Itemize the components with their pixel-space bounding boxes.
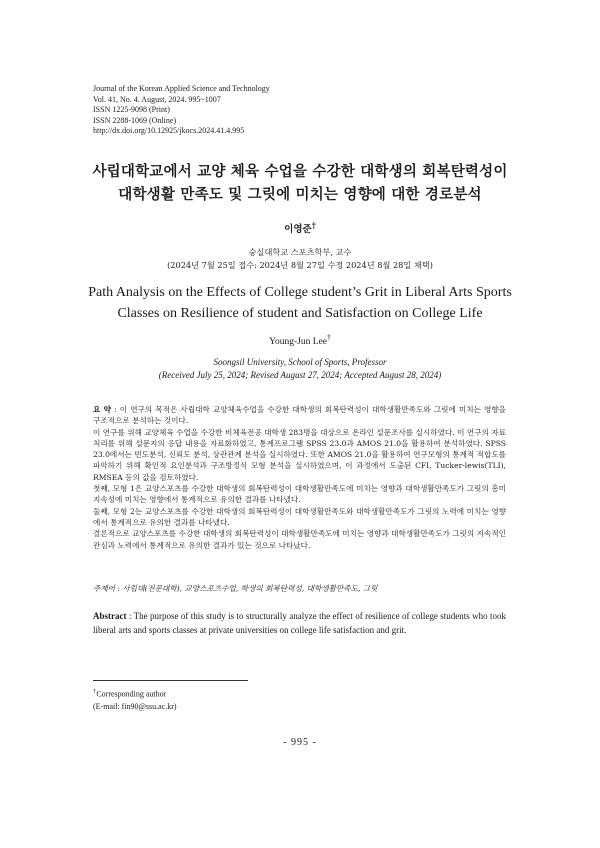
journal-info <box>93 84 270 137</box>
abstract-english-text: The purpose of this study is to structurally analyze the effect of resilience of college students who took liberal arts and sports classes at private universities on college life satisfaction and grit. <box>93 611 506 635</box>
page-number: - 995 - <box>283 737 317 748</box>
title-english <box>50 282 550 324</box>
affiliation-korean-dates: (2024년 7월 25일 접수: 2024년 8월 27일 수정 2024년 8월 28일 채택) <box>167 260 433 270</box>
title-korean-line1: 사립대학교에서 교양 체육 수업을 수강한 대학생의 회복탄력성이 <box>92 163 508 180</box>
doi-link[interactable]: http://dx.doi.org/10.12925/jkocs.2024.41.4.995 <box>93 126 245 136</box>
affiliation-korean-institution: 숭실대학교 스포츠학부, 교수 <box>248 247 352 257</box>
affiliation-english <box>0 356 600 381</box>
footnote-divider <box>93 680 248 681</box>
abstract-korean-p2: 이 연구를 위해 교양체육 수업을 수강한 비체육전공 대학생 283명을 대상으로 온라인 설문조사를 실시하였다. 이 연구의 자료처리를 위해 설문지의 응답 내용을 자료화하였고, 통계프로그램 SPSS 23.0과 AMOS 21.0을 활용하여 분석하였다. SPSS 23.0에서는 빈도분석, 신뢰도 분석, 상관관계 분석을 실시하였다. 또한 AMOS 21.0을 활용하여 연구모형의 통계적 적합도를 파악하기 위해 확인적 요인분석과 구조방정식 모형 분석을 실시하였으며, 이 과정에서 도출된 CFI, Tucker-lewis(TLI), RMSEA 등의 값을 검토하였다. <box>93 427 506 482</box>
affiliation-english-dates: (Received July 25, 2024; Revised August 27, 2024; Accepted August 28, 2024) <box>158 369 442 380</box>
author-english-mark: † <box>326 333 331 342</box>
author-korean-mark: † <box>311 221 316 230</box>
abstract-korean-text1: 이 연구의 목적은 사립대학 교양체육수업을 수강한 대학생의 회복탄력성이 대학생활만족도와 그릿에 미치는 영향을 구조적으로 분석하는 것이다. <box>93 405 506 426</box>
footnote-corresponding <box>93 686 177 701</box>
footnote-email: (E-mail: fin90@ssu.ac.kr) <box>93 701 177 711</box>
affiliation-korean <box>0 246 600 272</box>
issn-print: ISSN 1225-9098 (Print) <box>93 105 170 115</box>
abstract-korean-p4: 둘째, 모형 2는 교양스포츠를 수강한 대학생의 회복탄력성이 대학생활만족도와 대학생활만족도가 그릿의 노력에 미치는 영향에서 통계적으로 유의한 결과를 나타냈다. <box>93 506 506 527</box>
abstract-korean-p3: 첫째, 모형 1은 교양스포츠를 수강한 대학생의 회복탄력성이 대학생활만족도에 미치는 영향과 대학생활만족도가 그릿의 흥미지속성에 미치는 영향에서 통계적으로 유의한 결과를 나타냈다. <box>93 484 506 505</box>
abstract-english-label: Abstract <box>93 611 127 621</box>
title-korean <box>60 160 540 206</box>
keywords-sep: : <box>115 584 123 593</box>
issn-online: ISSN 2288-1069 (Online) <box>93 115 177 125</box>
footnote-mark: † <box>93 688 97 695</box>
abstract-korean-p5: 결론적으로 교양스포츠를 수강한 대학생의 회복탄력성이 대학생활만족도에 미치는 영향과 대학생활만족도가 그릿의 지속적인 관심과 노력에서 통계적으로 유의한 결과가 있는 것으로 나타났다. <box>93 529 506 550</box>
author-english <box>0 333 600 347</box>
footnote <box>93 686 177 713</box>
affiliation-english-institution: Soongsil University, School of Sports, Professor <box>213 357 387 367</box>
keywords-label: 주제어 <box>93 584 116 593</box>
title-english-line1: Path Analysis on the Effects of College student’s Grit in Liberal Arts Sports <box>88 285 512 300</box>
abstract-english <box>93 610 506 637</box>
keywords-text: 사립대(전문대학), 교양스포츠수업, 학생의 회복탄력성, 대학생활만족도, 그릿 <box>122 584 378 593</box>
keywords-korean <box>93 583 506 594</box>
title-english-line2: Classes on Resilience of student and Satisfaction on College Life <box>117 306 483 321</box>
footnote-corresponding-text: Corresponding author <box>96 689 167 699</box>
author-english-name: Young-Jun Lee <box>269 337 327 348</box>
abstract-english-sep: : <box>126 611 134 621</box>
abstract-korean-label: 요 약 <box>93 405 112 414</box>
abstract-korean-sep: : <box>111 405 120 414</box>
abstract-korean-p1 <box>93 404 506 427</box>
abstract-korean <box>93 404 506 551</box>
title-korean-line2: 대학생활 만족도 및 그릿에 미치는 영향에 대한 경로분석 <box>118 186 482 203</box>
author-korean <box>0 221 600 235</box>
journal-name: Journal of the Korean Applied Science and Technology <box>93 84 270 93</box>
journal-volume: Vol. 41, No. 4. August, 2024. 995~1007 <box>93 94 221 104</box>
author-korean-name: 이영준 <box>284 224 312 236</box>
